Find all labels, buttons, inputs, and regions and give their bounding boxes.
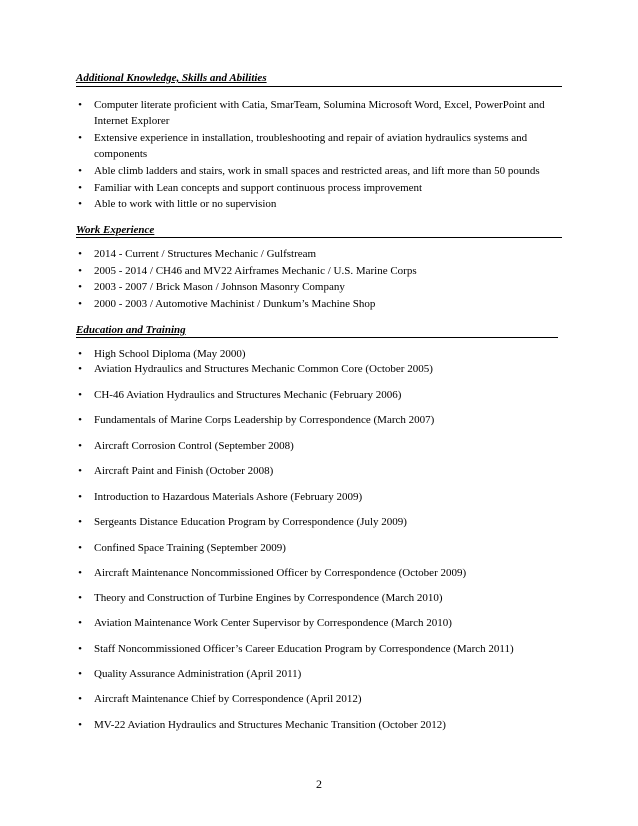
skill-item: Computer literate proficient with Catia, SmarTeam, Solumina Microsoft Word, Excel, PowerPoint and Internet Explorer — [94, 99, 545, 127]
bullet-icon: • — [78, 668, 82, 680]
education-item: Quality Assurance Administration (April 2011) — [94, 668, 302, 680]
skill-item: Familiar with Lean concepts and support continuous process improvement — [94, 182, 423, 194]
bullet-icon: • — [78, 617, 82, 629]
bullet-icon: • — [78, 182, 82, 194]
bullet-icon: • — [78, 248, 82, 260]
section-rule-skills — [76, 86, 562, 87]
education-item: Aviation Hydraulics and Structures Mechanic Common Core (October 2005) — [94, 363, 433, 375]
skill-item: Able to work with little or no supervision — [94, 198, 277, 210]
education-item: High School Diploma (May 2000) — [94, 348, 246, 360]
bullet-icon: • — [78, 132, 82, 144]
bullet-icon: • — [78, 198, 82, 210]
bullet-icon: • — [78, 643, 82, 655]
bullet-icon: • — [78, 592, 82, 604]
education-item: Introduction to Hazardous Materials Ashore (February 2009) — [94, 491, 363, 503]
work-item: 2003 - 2007 / Brick Mason / Johnson Masonry Company — [94, 281, 345, 293]
bullet-icon: • — [78, 363, 82, 375]
education-item: MV-22 Aviation Hydraulics and Structures Mechanic Transition (October 2012) — [94, 719, 446, 731]
section-rule-education — [76, 337, 558, 338]
bullet-icon: • — [78, 542, 82, 554]
bullet-icon: • — [78, 389, 82, 401]
bullet-icon: • — [78, 99, 82, 111]
education-item: Aviation Maintenance Work Center Supervisor by Correspondence (March 2010) — [94, 617, 452, 629]
skill-item: Able climb ladders and stairs, work in small spaces and restricted areas, and lift more than 50 pounds — [94, 165, 540, 177]
education-item: Aircraft Maintenance Noncommissioned Officer by Correspondence (October 2009) — [94, 567, 467, 579]
bullet-icon: • — [78, 465, 82, 477]
section-heading-skills: Additional Knowledge, Skills and Abilities — [76, 72, 267, 84]
bullet-icon: • — [78, 348, 82, 360]
section-rule-work — [76, 237, 562, 238]
bullet-icon: • — [78, 567, 82, 579]
bullet-icon: • — [78, 516, 82, 528]
education-item: CH-46 Aviation Hydraulics and Structures Mechanic (February 2006) — [94, 389, 402, 401]
work-item: 2014 - Current / Structures Mechanic / Gulfstream — [94, 248, 317, 260]
bullet-icon: • — [78, 719, 82, 731]
bullet-icon: • — [78, 281, 82, 293]
bullet-icon: • — [78, 165, 82, 177]
bullet-icon: • — [78, 440, 82, 452]
bullet-icon: • — [78, 693, 82, 705]
education-item: Fundamentals of Marine Corps Leadership by Correspondence (March 2007) — [94, 414, 435, 426]
section-heading-education: Education and Training — [76, 324, 186, 336]
work-item: 2000 - 2003 / Automotive Machinist / Dunkum’s Machine Shop — [94, 298, 376, 310]
bullet-icon: • — [78, 491, 82, 503]
education-item: Aircraft Paint and Finish (October 2008) — [94, 465, 274, 477]
education-item: Aircraft Maintenance Chief by Correspondence (April 2012) — [94, 693, 362, 705]
education-item: Staff Noncommissioned Officer’s Career Education Program by Correspondence (March 2011) — [94, 643, 514, 655]
education-item: Confined Space Training (September 2009) — [94, 542, 286, 554]
work-item: 2005 - 2014 / CH46 and MV22 Airframes Mechanic / U.S. Marine Corps — [94, 265, 417, 277]
education-item: Theory and Construction of Turbine Engines by Correspondence (March 2010) — [94, 592, 443, 604]
section-heading-work: Work Experience — [76, 224, 155, 236]
page-number: 2 — [316, 777, 322, 791]
education-item: Sergeants Distance Education Program by Correspondence (July 2009) — [94, 516, 407, 528]
education-item: Aircraft Corrosion Control (September 2008) — [94, 440, 294, 452]
bullet-icon: • — [78, 298, 82, 310]
bullet-icon: • — [78, 265, 82, 277]
skill-item: Extensive experience in installation, troubleshooting and repair of aviation hydraulics systems and components — [94, 132, 528, 160]
bullet-icon: • — [78, 414, 82, 426]
